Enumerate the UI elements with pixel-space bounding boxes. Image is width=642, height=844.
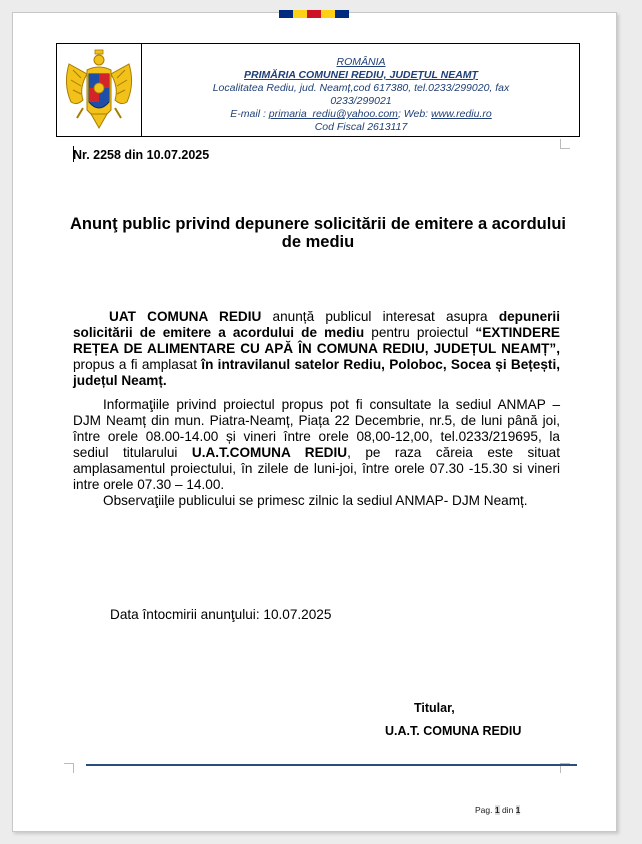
project-name: “EXTINDERE REȚEA DE ALIMENTARE CU APĂ ÎN COMUNA REDIU, JUDEȚUL NEAMȚ”, (73, 325, 560, 356)
p1-text-1: anunță publicul interesat asupra (261, 309, 499, 324)
flag-stripe-blue-left (279, 10, 293, 18)
footer-rule (86, 764, 577, 766)
web-prefix: ; Web: (397, 108, 432, 120)
paragraph-observations: Observaţiile publicului se primesc zilnic la sediul ANMAP- DJM Neamț. (103, 493, 528, 508)
margin-corner-top-right (560, 139, 570, 149)
letterhead-text (143, 56, 579, 134)
titular-name: U.A.T.COMUNA REDIU (191, 445, 348, 460)
email-link[interactable]: primaria_rediu@yahoo.com (268, 108, 398, 120)
coat-of-arms-cell (57, 44, 142, 136)
p1-text-2: pentru proiectul (364, 325, 476, 340)
flag-stripe-yellow-left (293, 10, 307, 18)
p1-text-3: propus a fi amplasat (73, 357, 202, 372)
applicant-name: UAT COMUNA REDIU (109, 309, 262, 324)
document-title: Anunţ public privind depunere solicitării de emitere a acordului de mediu (69, 215, 566, 251)
document-body (73, 309, 560, 509)
paragraph-information (73, 397, 560, 493)
flag-stripe-red (307, 10, 321, 18)
flag-stripe-yellow-right (321, 10, 335, 18)
request-subject: depunerii solicitării de emitere a acordului de mediu (73, 309, 560, 340)
institution-name: PRIMĂRIA COMUNEI REDIU, JUDEȚUL NEAMȚ (244, 69, 478, 81)
page-prefix: Pag. (475, 805, 495, 815)
romanian-tricolor-bar (279, 10, 349, 18)
registration-number: Nr. 2258 din 10.07.2025 (73, 148, 210, 162)
project-location: în intravilanul satelor Rediu, Poloboc, Socea și Bețești, județul Neamț. (73, 357, 561, 388)
p2-text-1: Informaţiile privind proiectul propus pot fi consultate la sediul ANMAP – DJM Neamț din mun. Piatra-Neamț, Piața 22 Decembrie, nr.5, de luni până joi, între orele 08.00-14.00 și vineri între orele 08,00-12,00, tel.0233/219695, la sediul titularului (73, 397, 560, 460)
signature-name: U.A.T. COMUNA REDIU (385, 724, 522, 738)
letterhead (56, 43, 580, 137)
coat-of-arms-icon (57, 44, 141, 136)
contact-line (143, 108, 579, 121)
address-line-1: Localitatea Rediu, jud. Neamț,cod 617380, tel.0233/299020, fax (212, 82, 510, 94)
document-page (12, 12, 617, 832)
website-link[interactable]: www.rediu.ro (431, 108, 492, 120)
country-name: ROMÂNIA (336, 56, 386, 68)
address-line-2: 0233/299021 (330, 95, 392, 107)
email-prefix: E-mail : (230, 108, 269, 120)
signature-title: Titular, (414, 701, 455, 715)
fiscal-code: Cod Fiscal 2613117 (314, 121, 408, 133)
page-number (475, 805, 520, 815)
page-current: 1 (494, 805, 500, 815)
flag-stripe-blue-right (335, 10, 349, 18)
page-total: 1 (515, 805, 521, 815)
announcement-date: Data întocmirii anunţului: 10.07.2025 (110, 607, 332, 622)
margin-corner-bottom-left (64, 763, 74, 773)
p2-text-2: , pe raza căreia este situat amplasamentul proiectului, în zilele de luni-joi, între orele 07.30 -15.30 si vineri intre orele 07.30 – 14.00. (73, 445, 560, 492)
page-mid: din (499, 805, 516, 815)
paragraph-announcement (73, 309, 560, 389)
